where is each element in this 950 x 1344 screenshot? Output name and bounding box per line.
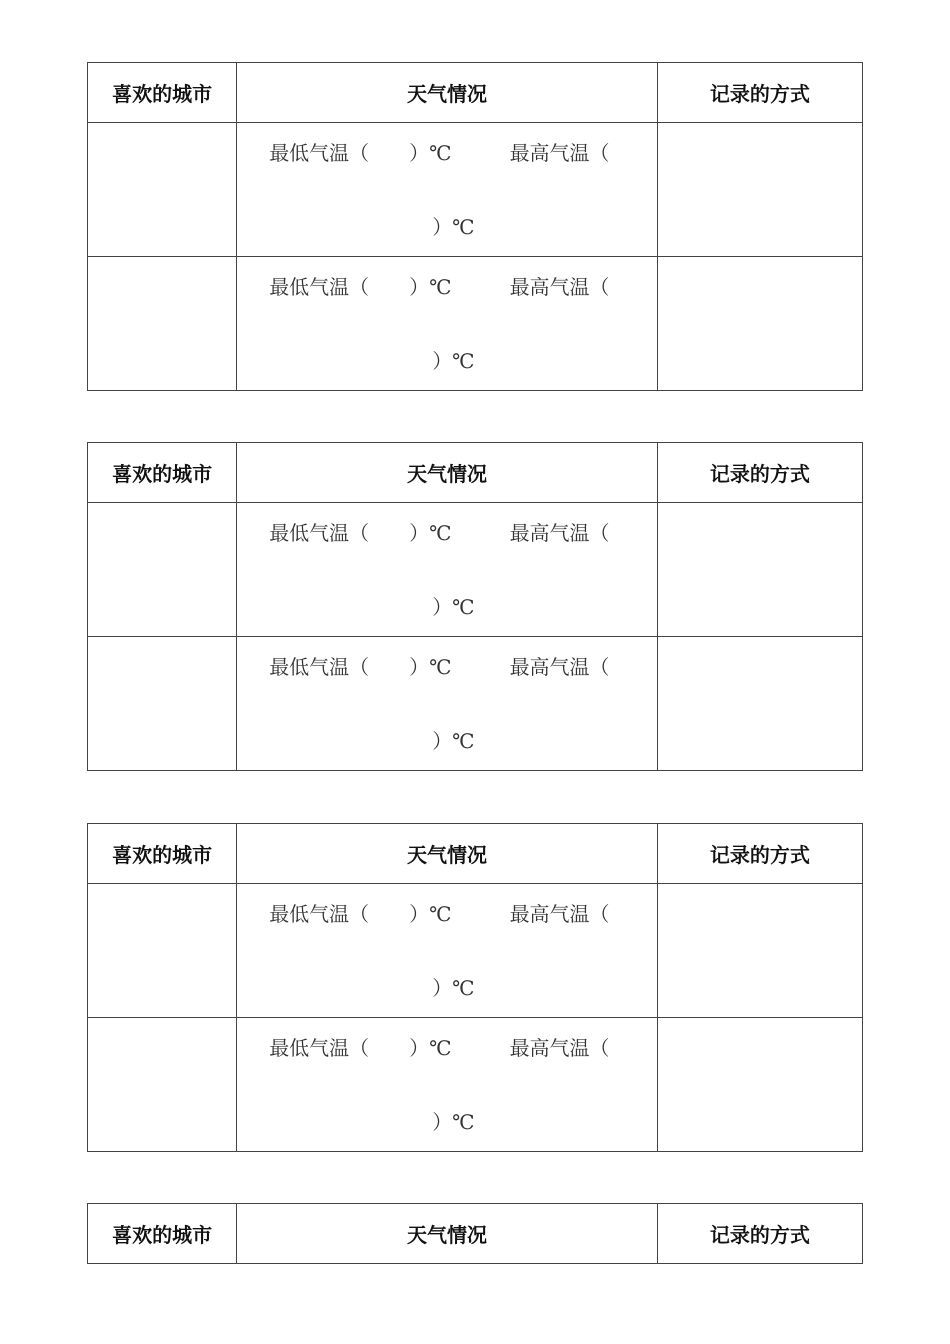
high-temp-close: ）℃	[432, 349, 475, 373]
weather-cell	[237, 257, 658, 391]
weather-record-table-1	[87, 62, 863, 391]
table-row	[88, 1018, 863, 1152]
weather-cell	[237, 123, 658, 257]
high-temp-close: ）℃	[432, 215, 475, 239]
weather-record-table-4	[87, 1203, 863, 1264]
low-temp-text: 最低气温（ ）℃	[269, 902, 452, 926]
header-record-method: 记录的方式	[657, 824, 862, 884]
header-favorite-city: 喜欢的城市	[88, 824, 237, 884]
low-temp-text: 最低气温（ ）℃	[269, 275, 452, 299]
weather-record-table-3	[87, 823, 863, 1152]
city-cell[interactable]	[88, 257, 237, 391]
high-temp-close: ）℃	[432, 729, 475, 753]
high-temp-close: ）℃	[432, 595, 475, 619]
header-favorite-city: 喜欢的城市	[88, 443, 237, 503]
record-cell[interactable]	[657, 503, 862, 637]
header-weather: 天气情况	[237, 443, 658, 503]
weather-cell	[237, 637, 658, 771]
city-cell[interactable]	[88, 1018, 237, 1152]
high-temp-text: 最高气温（	[509, 655, 610, 679]
table-header-row	[88, 63, 863, 123]
table-header-row	[88, 824, 863, 884]
weather-cell	[237, 1018, 658, 1152]
table-row	[88, 637, 863, 771]
header-weather: 天气情况	[237, 1204, 658, 1264]
table-row	[88, 884, 863, 1018]
record-cell[interactable]	[657, 884, 862, 1018]
weather-cell	[237, 503, 658, 637]
table-row	[88, 123, 863, 257]
city-cell[interactable]	[88, 123, 237, 257]
high-temp-text: 最高气温（	[509, 141, 610, 165]
high-temp-text: 最高气温（	[509, 275, 610, 299]
high-temp-close: ）℃	[432, 1110, 475, 1134]
high-temp-text: 最高气温（	[509, 521, 610, 545]
high-temp-text: 最高气温（	[509, 902, 610, 926]
table-row	[88, 257, 863, 391]
header-weather: 天气情况	[237, 63, 658, 123]
header-favorite-city: 喜欢的城市	[88, 1204, 237, 1264]
header-record-method: 记录的方式	[657, 443, 862, 503]
table-row	[88, 503, 863, 637]
high-temp-text: 最高气温（	[509, 1036, 610, 1060]
header-weather: 天气情况	[237, 824, 658, 884]
record-cell[interactable]	[657, 1018, 862, 1152]
low-temp-text: 最低气温（ ）℃	[269, 655, 452, 679]
record-cell[interactable]	[657, 123, 862, 257]
header-favorite-city: 喜欢的城市	[88, 63, 237, 123]
weather-record-table-2	[87, 442, 863, 771]
record-cell[interactable]	[657, 257, 862, 391]
city-cell[interactable]	[88, 884, 237, 1018]
low-temp-text: 最低气温（ ）℃	[269, 141, 452, 165]
header-record-method: 记录的方式	[657, 1204, 862, 1264]
low-temp-text: 最低气温（ ）℃	[269, 1036, 452, 1060]
city-cell[interactable]	[88, 637, 237, 771]
low-temp-text: 最低气温（ ）℃	[269, 521, 452, 545]
weather-cell	[237, 884, 658, 1018]
table-header-row	[88, 1204, 863, 1264]
header-record-method: 记录的方式	[657, 63, 862, 123]
record-cell[interactable]	[657, 637, 862, 771]
city-cell[interactable]	[88, 503, 237, 637]
high-temp-close: ）℃	[432, 976, 475, 1000]
table-header-row	[88, 443, 863, 503]
